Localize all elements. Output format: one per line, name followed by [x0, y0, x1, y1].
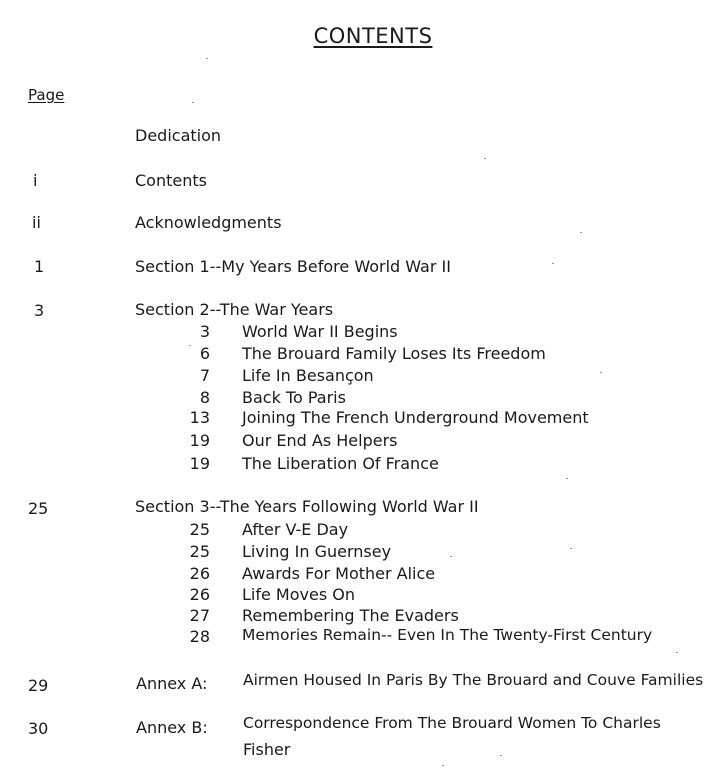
scan-speck	[189, 345, 191, 346]
toc-subentry-title: World War II Begins	[242, 322, 398, 341]
toc-entry-title: Contents	[135, 171, 207, 190]
toc-subentry-page: 19	[189, 454, 210, 473]
toc-subentry-title: Life Moves On	[242, 585, 355, 604]
toc-subentry-page: 3	[199, 322, 210, 341]
toc-subentry-page: 7	[199, 366, 210, 385]
scan-speck	[450, 556, 452, 557]
scan-speck	[192, 102, 194, 103]
page-title: CONTENTS	[313, 24, 433, 48]
scan-speck	[580, 232, 582, 233]
toc-entry-title: Correspondence From The Brouard Women To Charles	[243, 714, 661, 732]
toc-entry-title: Section 3--The Years Following World War II	[135, 497, 479, 516]
toc-entry-page: ii	[32, 213, 41, 232]
toc-entry-page: 25	[28, 499, 49, 518]
toc-subentry-page: 26	[189, 564, 210, 583]
page-column-header: Page	[28, 86, 65, 104]
toc-entry-page: i	[33, 171, 38, 190]
toc-entry-title: Section 2--The War Years	[135, 300, 334, 319]
toc-subentry-page: 13	[189, 408, 210, 427]
toc-subentry-title: Back To Paris	[242, 388, 346, 407]
toc-subentry-page: 26	[189, 585, 210, 604]
toc-subentry-title: Memories Remain-- Even In The Twenty-First Century	[242, 626, 653, 644]
scan-speck	[206, 58, 208, 59]
annex-label: Annex B:	[136, 718, 208, 737]
toc-subentry-page: 27	[189, 606, 210, 625]
toc-subentry-title: Living In Guernsey	[242, 542, 392, 561]
toc-subentry-title: Remembering The Evaders	[242, 606, 459, 625]
scan-speck	[500, 755, 502, 756]
toc-subentry-title: The Liberation Of France	[242, 454, 439, 473]
scan-speck	[442, 765, 444, 766]
toc-entry-page: 1	[34, 257, 45, 276]
scan-speck	[676, 652, 678, 653]
toc-subentry-title: The Brouard Family Loses Its Freedom	[242, 344, 546, 363]
scan-speck	[566, 478, 568, 479]
annex-label: Annex A:	[136, 674, 208, 693]
toc-subentry-page: 25	[189, 520, 210, 539]
toc-subentry-title: Life In Besançon	[242, 366, 374, 385]
toc-entry-page: 30	[28, 719, 49, 738]
toc-subentry-title: Joining The French Underground Movement	[242, 408, 589, 427]
scan-speck	[484, 158, 486, 159]
scan-speck	[552, 263, 554, 264]
toc-entry-page: 29	[28, 676, 49, 695]
toc-subentry-page: 28	[189, 627, 210, 646]
toc-entry-title-continued: Fisher	[243, 740, 291, 759]
toc-entry-title: Acknowledgments	[135, 213, 282, 232]
toc-subentry-title: Awards For Mother Alice	[242, 564, 436, 583]
toc-subentry-page: 25	[189, 542, 210, 561]
toc-subentry-page: 8	[199, 388, 210, 407]
toc-subentry-title: Our End As Helpers	[242, 431, 398, 450]
scan-speck	[600, 372, 602, 373]
toc-subentry-page: 6	[199, 344, 210, 363]
toc-subentry-page: 19	[189, 431, 210, 450]
toc-entry-title: Section 1--My Years Before World War II	[135, 257, 451, 276]
toc-subentry-title: After V-E Day	[242, 520, 349, 539]
toc-entry-title: Dedication	[135, 126, 222, 145]
scan-speck	[570, 548, 572, 549]
toc-entry-page: 3	[34, 301, 45, 320]
toc-entry-title: Airmen Housed In Paris By The Brouard and Couve Families	[243, 671, 704, 689]
